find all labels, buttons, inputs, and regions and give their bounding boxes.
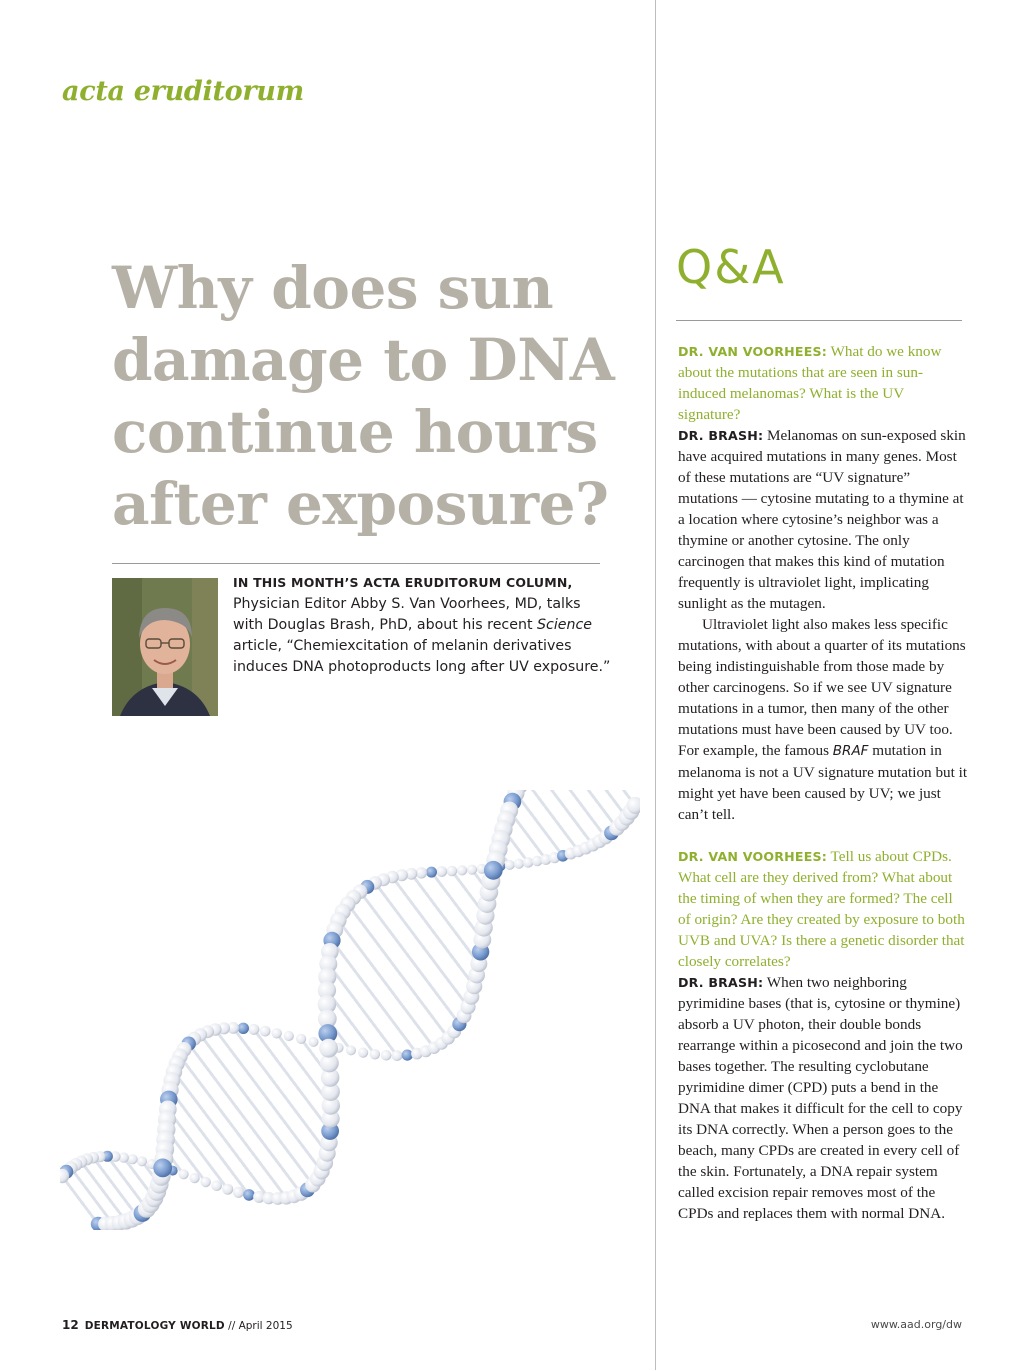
backbone-bead bbox=[370, 1049, 380, 1059]
backbone-bead bbox=[309, 1037, 319, 1047]
page-footer bbox=[62, 1318, 293, 1332]
answer-text: Melanomas on sun-exposed skin have acquired mutations in many genes. Most of these mutations are “UV signature” mutations — cytosine mutating to a thymine at a location where cytosine’s neighbor was a thymine or another cytosine. The only carcinogen that makes this kind of mutation frequently is ultraviolet light, implicating sunlight as the mutagen. bbox=[678, 427, 966, 612]
question-speaker: DR. VAN VOORHEES: bbox=[678, 849, 828, 864]
backbone-bead bbox=[457, 865, 467, 875]
headline-line-4: after exposure? bbox=[112, 470, 609, 538]
qa-column bbox=[678, 341, 968, 1224]
backbone-bead bbox=[514, 859, 524, 869]
publication-name: DERMATOLOGY WORLD bbox=[84, 1320, 225, 1332]
headline-line-3: continue hours bbox=[112, 398, 598, 466]
backbone-bead bbox=[416, 867, 427, 878]
base-pair-rung bbox=[338, 920, 434, 1047]
backbone-bead bbox=[153, 1159, 172, 1178]
answer-text: mutation in melanoma is not a UV signature mutation but it might yet have been caused by UV; we just can’t tell. bbox=[678, 742, 968, 823]
dna-backbone bbox=[60, 790, 640, 1230]
page-number: 12 bbox=[62, 1318, 79, 1332]
intro-text-end: article, “Chemiexcitation of melanin derivatives induces DNA photoproducts long after UV exposure.” bbox=[233, 638, 611, 675]
paragraph-gap bbox=[678, 825, 968, 846]
intro-lead: IN THIS MONTH’S ACTA ERUDITORUM COLUMN, bbox=[233, 575, 573, 590]
answer-speaker: DR. BRASH: bbox=[678, 975, 764, 990]
website-url: www.aad.org/dw bbox=[870, 1318, 962, 1331]
answer-text: When two neighboring pyrimidine bases (that is, cytosine or thymine) absorb a UV photon, their double bonds rearrange within a picosecond and join the two bases together. The resulting cyclobutane pyrimidine dimer (CPD) puts a bend in the DNA that makes it difficult for the cell to copy its DNA correctly. When a person goes to the beach, many CPDs are created in every cell of the skin. Fortunately, a DNA repair system called excision repair removes most of the CPDs and replaces them with normal DNA. bbox=[678, 974, 963, 1222]
backbone-bead bbox=[201, 1177, 211, 1187]
answer-text: Ultraviolet light also makes less specific mutations, with about a quarter of its mutations being indistinguishable from those made by other carcinogens. So if we see UV signature mutations in a tumor, then many of the other mutations must have been caused by UV too. For example, the famous bbox=[678, 616, 966, 759]
backbone-bead bbox=[260, 1026, 271, 1037]
backbone-bead bbox=[284, 1031, 294, 1041]
backbone-bead bbox=[426, 867, 437, 878]
headline-divider bbox=[112, 563, 600, 564]
question-text: Tell us about CPDs. What cell are they derived from? What about the timing of when they are formed? The cell of origin? Are they created by exposure to both UVB and UVA? Is there a genetic disorder that closely correlates? bbox=[678, 848, 965, 970]
headline-line-2: damage to DNA bbox=[112, 326, 615, 394]
base-pair-rung bbox=[62, 1176, 98, 1224]
question-text: What do we know about the mutations that are seen in sun-induced melanomas? What is the UV signature? bbox=[678, 343, 942, 423]
backbone-bead bbox=[128, 1154, 138, 1164]
backbone-bead bbox=[179, 1169, 189, 1179]
backbone-bead bbox=[392, 1050, 403, 1061]
base-pair-rung bbox=[348, 904, 448, 1038]
base-pair-rung bbox=[328, 964, 397, 1056]
backbone-bead bbox=[238, 1023, 249, 1034]
backbone-bead bbox=[381, 1050, 392, 1061]
base-pair-rung bbox=[189, 1044, 301, 1194]
base-pair-rung bbox=[544, 790, 606, 837]
base-pair-rung bbox=[392, 877, 474, 986]
answer-1-paragraph-2 bbox=[678, 614, 968, 825]
backbone-bead bbox=[447, 866, 458, 877]
issue-date: // April 2015 bbox=[224, 1320, 293, 1332]
journal-name: Science bbox=[537, 617, 593, 633]
dna-base-pairs bbox=[62, 790, 635, 1224]
answer-speaker: DR. BRASH: bbox=[678, 428, 764, 443]
backbone-bead bbox=[319, 1039, 338, 1058]
backbone-bead bbox=[296, 1034, 306, 1044]
base-pair-rung bbox=[254, 1029, 330, 1131]
question-1 bbox=[678, 341, 968, 425]
backbone-bead bbox=[190, 1173, 200, 1183]
backbone-bead bbox=[243, 1189, 255, 1201]
backbone-bead bbox=[436, 866, 447, 877]
backbone-bead bbox=[358, 1048, 368, 1058]
section-tag: acta eruditorum bbox=[62, 76, 304, 107]
backbone-bead bbox=[402, 1050, 413, 1061]
base-pair-rung bbox=[533, 790, 593, 845]
author-photo bbox=[112, 578, 218, 716]
answer-1 bbox=[678, 425, 968, 614]
portrait-image bbox=[112, 578, 218, 716]
base-pair-rung bbox=[360, 892, 459, 1024]
backbone-bead bbox=[484, 861, 503, 880]
backbone-bead bbox=[467, 865, 477, 875]
backbone-bead bbox=[211, 1180, 222, 1191]
headline-line-1: Why does sun bbox=[112, 254, 554, 322]
dna-helix-illustration bbox=[60, 790, 640, 1230]
qa-heading: Q&A bbox=[676, 240, 786, 294]
backbone-bead bbox=[248, 1024, 259, 1035]
backbone-bead bbox=[233, 1187, 244, 1198]
column-divider bbox=[655, 0, 656, 1370]
question-speaker: DR. VAN VOORHEES: bbox=[678, 344, 828, 359]
intro-text: Physician Editor Abby S. Van Voorhees, MD, talks with Douglas Brash, PhD, about his recent bbox=[233, 596, 581, 633]
base-pair-rung bbox=[332, 940, 417, 1053]
intro-blurb bbox=[233, 572, 613, 678]
qa-divider bbox=[676, 320, 962, 321]
headline bbox=[112, 252, 642, 540]
backbone-bead bbox=[523, 857, 533, 867]
base-pair-rung bbox=[432, 872, 483, 940]
base-pair-rung bbox=[516, 793, 563, 856]
question-2 bbox=[678, 846, 968, 972]
backbone-bead bbox=[222, 1184, 233, 1195]
backbone-bead bbox=[137, 1156, 147, 1166]
backbone-bead bbox=[272, 1028, 282, 1038]
base-pair-rung bbox=[411, 874, 478, 964]
backbone-bead bbox=[505, 860, 515, 870]
backbone-bead bbox=[346, 1045, 356, 1055]
answer-2 bbox=[678, 972, 968, 1224]
gene-name: BRAF bbox=[832, 743, 869, 759]
